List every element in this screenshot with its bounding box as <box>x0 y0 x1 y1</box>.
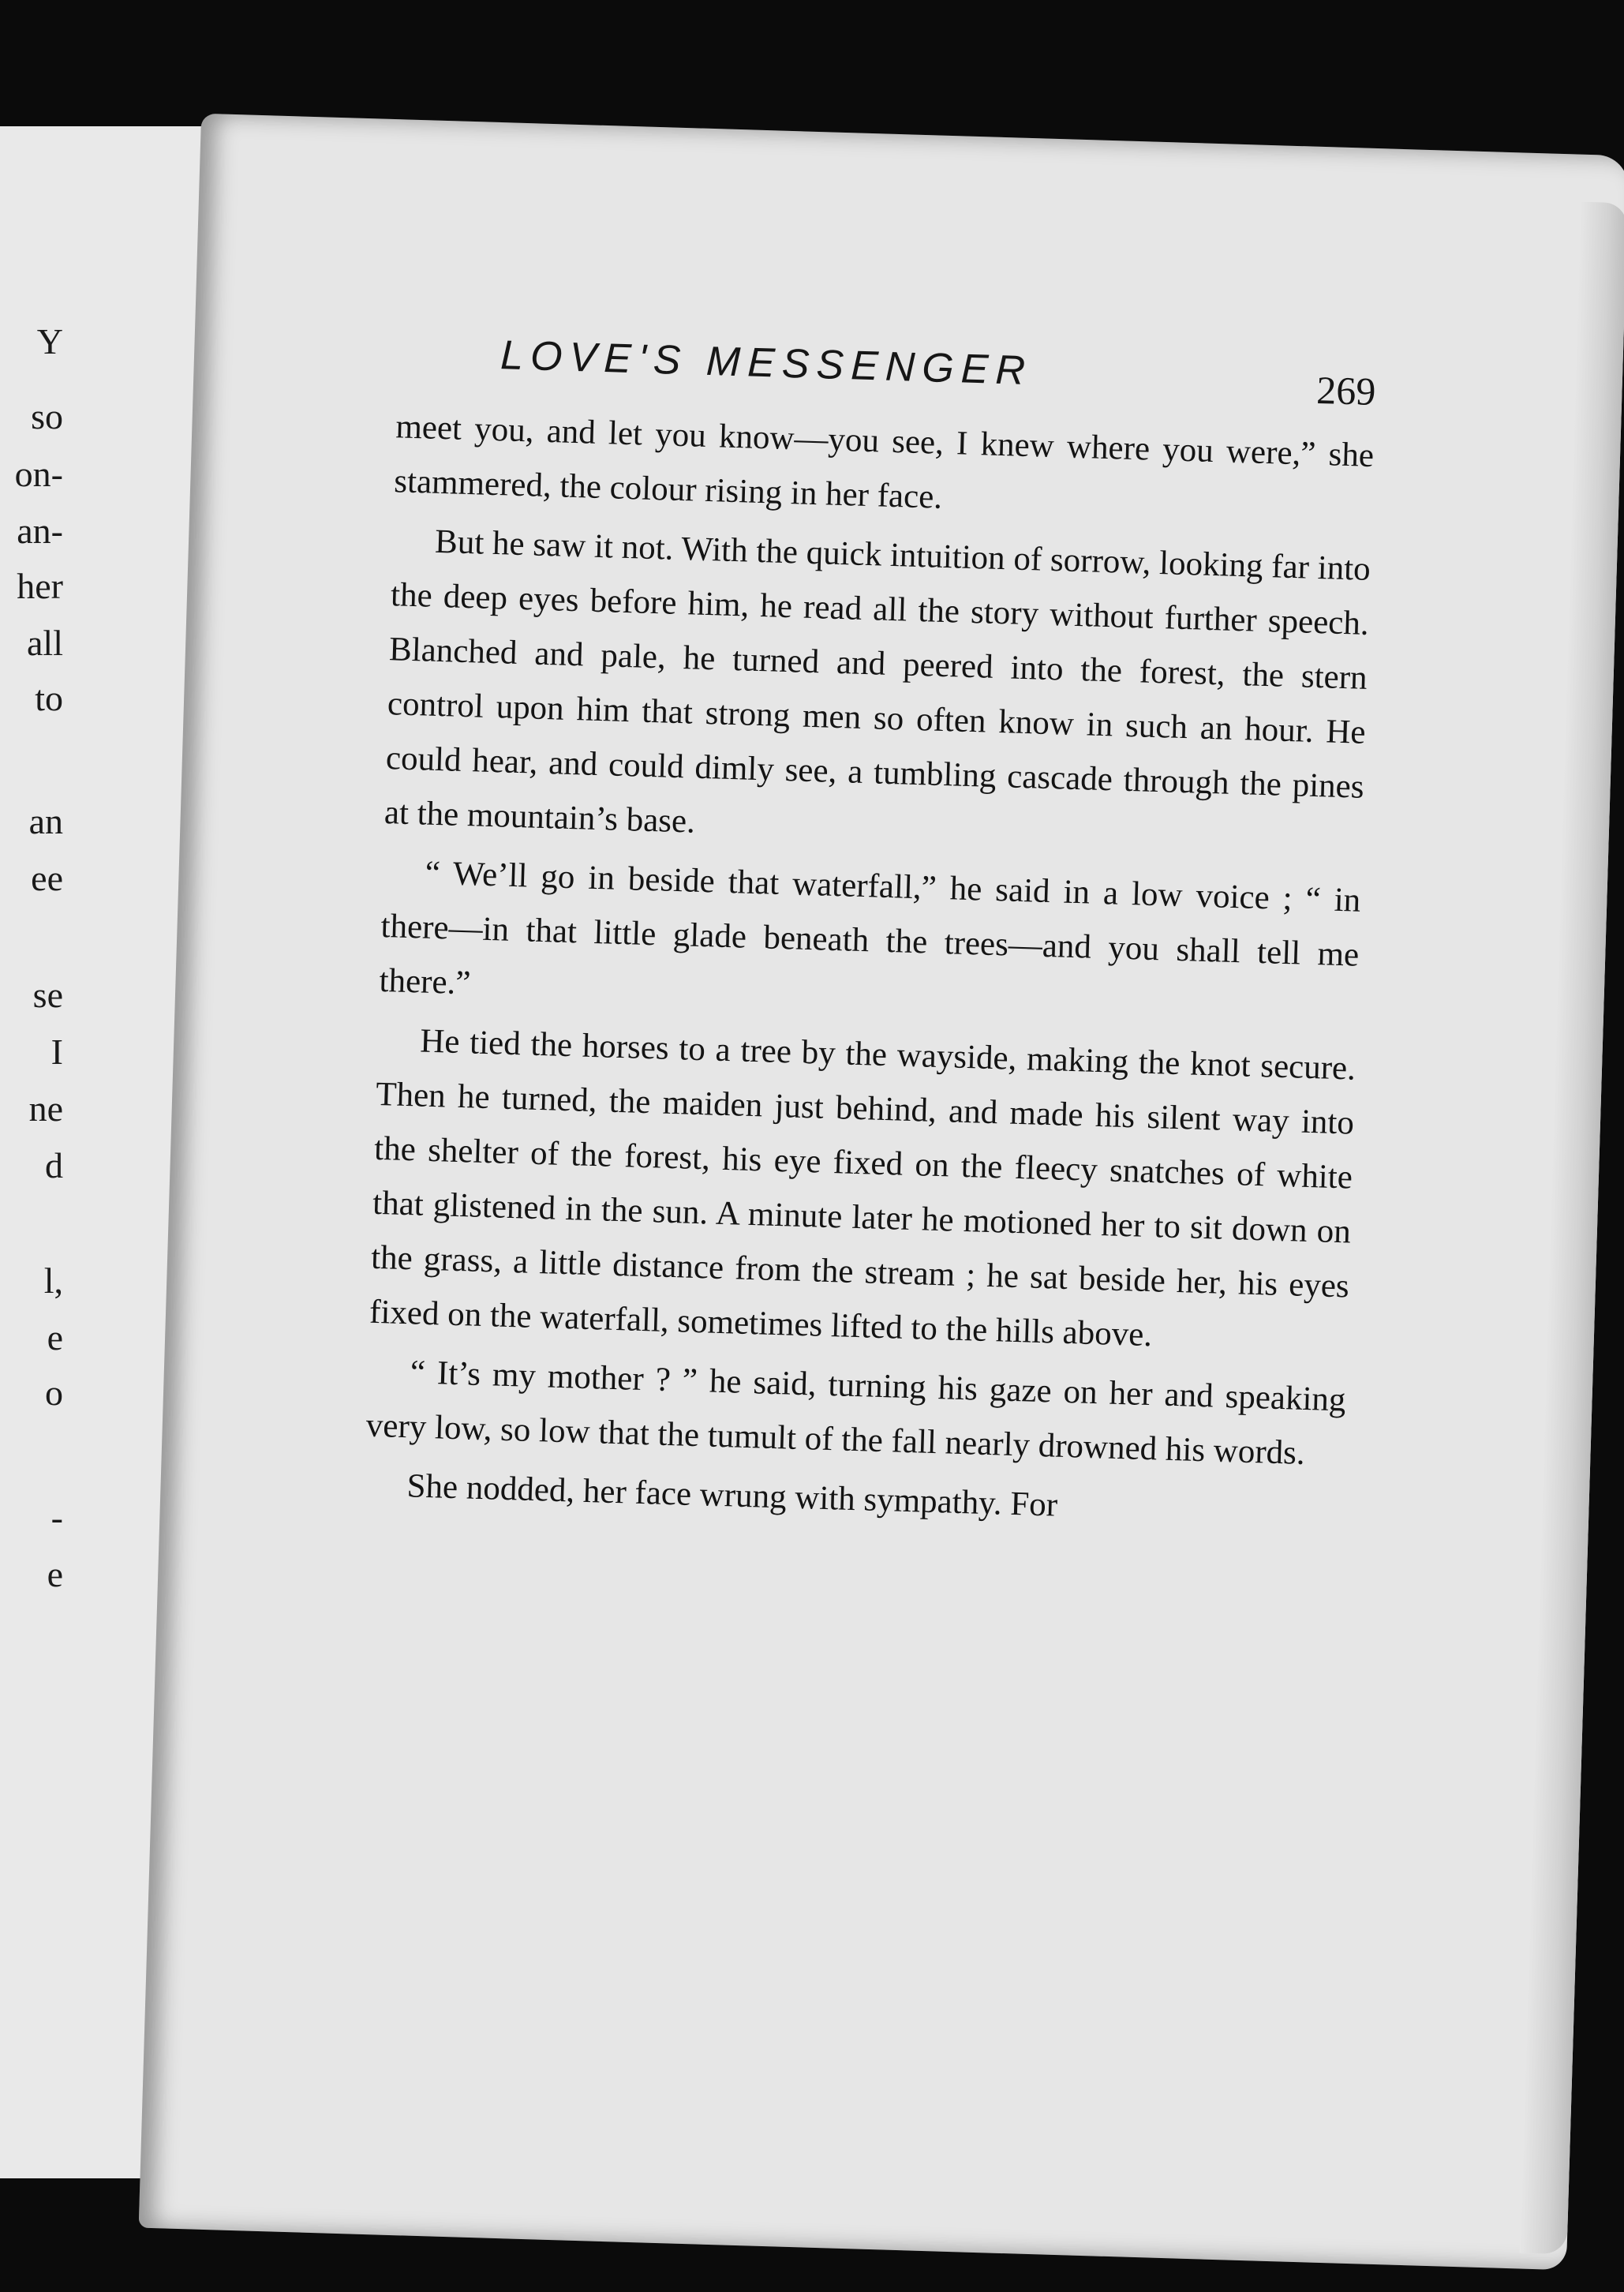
left-page-fragment: - <box>51 1497 63 1537</box>
paragraph: But he saw it not. With the quick intuition of sorrow, looking far into the deep eyes before him, he read all the story without further speech. Blanched and pale, he turned and peered into the forest, the stern control upon him that strong men so often know in such an hour. He could hear, and could dimly see, a tumbling cascade through the pines at the mountain’s base. <box>384 522 1371 841</box>
left-page-fragment: an <box>28 801 63 841</box>
left-page-fragment: her <box>17 566 63 606</box>
left-page-fragment: on- <box>14 454 63 494</box>
paragraph: “ It’s my mother ? ” he said, turning his gaze on her and speaking very low, so low that the tumult of the fall nearly drowned his words. <box>365 1354 1347 1472</box>
left-page-fragment: e <box>47 1317 63 1358</box>
left-page-fragment: o <box>45 1373 63 1413</box>
paragraph: “ We’ll go in beside that waterfall,” he said in a low voice ; “ in there—in that little glade beneath the trees—and you shall tell me there.” <box>378 854 1361 1002</box>
running-title: LOVE'S MESSENGER <box>500 332 1033 395</box>
paragraph: She nodded, her face wrung with sympathy. For <box>406 1467 1058 1524</box>
page-text-block <box>363 328 1376 1545</box>
left-page-fragment: an- <box>17 511 63 551</box>
left-page-fragment: se <box>32 975 63 1015</box>
left-page-fragment: l, <box>43 1260 63 1301</box>
paragraph: He tied the horses to a tree by the wayside, making the knot secure. Then he turned, the maiden just behind, and made his silent way into the shelter of the forest, his eye fixed on the fleecy snatches of white that glistened in the sun. A minute later he motioned her to sit down on the grass, a little distance from the stream ; he sat beside her, his eyes fixed on the waterfall, sometimes lifted to the hills above. <box>369 1022 1356 1354</box>
left-page-fragment: e <box>47 1554 63 1594</box>
page-edge <box>1519 202 1624 2255</box>
left-page-fragment: d <box>45 1145 63 1185</box>
left-page-fragment: so <box>31 396 63 436</box>
paragraph: meet you, and let you know—you see, I knew where you were,” she stammered, the colour rising in her face. <box>393 408 1375 516</box>
left-page-fragment: ee <box>31 858 63 898</box>
page-number: 269 <box>1315 367 1377 414</box>
left-page-fragment: to <box>35 678 63 718</box>
left-page-fragment: ne <box>28 1088 63 1129</box>
book-page <box>139 114 1624 2271</box>
left-page-fragment: Y <box>36 321 63 361</box>
left-page-fragment: all <box>27 623 63 663</box>
left-page-fragment: I <box>51 1032 63 1072</box>
